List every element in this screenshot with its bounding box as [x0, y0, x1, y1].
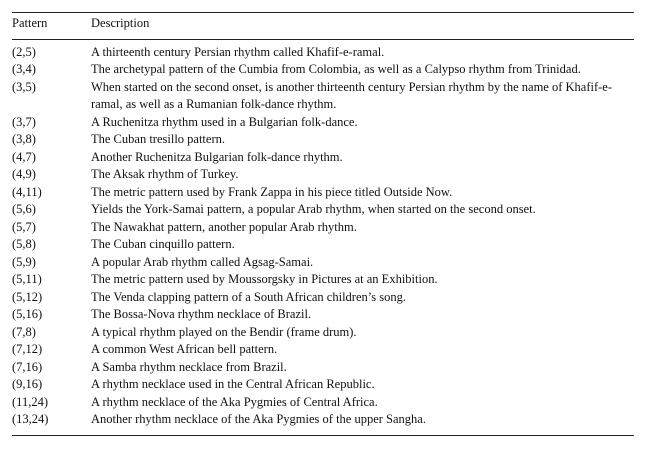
rhythm-patterns-table-container — [12, 12, 634, 436]
pattern-cell: (3,4) — [12, 62, 36, 76]
description-cell: The Venda clapping pattern of a South African children’s song. — [91, 289, 406, 304]
pattern-cell: (5,12) — [12, 289, 43, 304]
description-cell: A typical rhythm played on the Bendir (frame drum). — [91, 324, 357, 339]
pattern-cell: (4,11) — [12, 184, 42, 199]
pattern-cell: (5,11) — [12, 272, 42, 286]
pattern-cell: (7,16) — [12, 359, 43, 374]
pattern-cell: (2,5) — [12, 44, 36, 59]
description-cell: A Ruchenitza rhythm used in a Bulgarian folk-dance. — [91, 114, 358, 129]
table-row — [12, 39, 634, 61]
table-row — [12, 394, 634, 412]
pattern-cell: (5,7) — [12, 219, 36, 234]
description-cell: Yields the York-Samai pattern, a popular Arab rhythm, when started on the second onset. — [91, 202, 536, 216]
pattern-cell: (5,6) — [12, 202, 36, 216]
column-header-description: Description — [91, 13, 634, 40]
column-header-pattern: Pattern — [12, 13, 91, 40]
table-row — [12, 254, 634, 272]
header-row — [12, 13, 634, 40]
table-row — [12, 184, 634, 202]
table-row — [12, 359, 634, 377]
pattern-cell: (9,16) — [12, 377, 43, 391]
table-row — [12, 306, 634, 324]
description-cell: A rhythm necklace used in the Central African Republic. — [91, 377, 375, 391]
description-cell: The Cuban tresillo pattern. — [91, 132, 225, 146]
pattern-cell: (4,9) — [12, 167, 36, 181]
table-body — [12, 39, 634, 435]
description-cell: The metric pattern used by Moussorgsky in Pictures at an Exhibition. — [91, 272, 438, 286]
description-cell: The archetypal pattern of the Cumbia from Colombia, as well as a Calypso rhythm from Trinidad. — [91, 62, 581, 76]
table-row — [12, 131, 634, 149]
description-cell: When started on the second onset, is another thirteenth century Persian rhythm by the name of Khafif-e-ramal, as well as a Rumanian folk-dance rhythm. — [91, 79, 613, 111]
table-row — [12, 236, 634, 254]
pattern-cell: (3,7) — [12, 114, 36, 129]
description-cell: A thirteenth century Persian rhythm called Khafif-e-ramal. — [91, 44, 385, 59]
pattern-cell: (7,8) — [12, 324, 36, 339]
description-cell: The metric pattern used by Frank Zappa in his piece titled Outside Now. — [91, 184, 453, 199]
pattern-cell: (7,12) — [12, 342, 43, 356]
table-row — [12, 411, 634, 435]
table-row — [12, 219, 634, 237]
pattern-cell: (5,16) — [12, 307, 43, 321]
table-row — [12, 341, 634, 359]
description-cell: A rhythm necklace of the Aka Pygmies of Central Africa. — [91, 394, 378, 409]
table-row — [12, 114, 634, 132]
description-cell: The Nawakhat pattern, another popular Arab rhythm. — [91, 219, 357, 234]
pattern-cell: (5,8) — [12, 237, 36, 251]
table-row — [12, 149, 634, 167]
pattern-cell: (5,9) — [12, 254, 36, 269]
pattern-cell: (11,24) — [12, 394, 48, 409]
description-cell: Another Ruchenitza Bulgarian folk-dance rhythm. — [91, 149, 343, 164]
pattern-cell: (3,5) — [12, 79, 36, 94]
description-cell: The Aksak rhythm of Turkey. — [91, 167, 239, 181]
table-row — [12, 166, 634, 184]
table-row — [12, 79, 634, 114]
rhythm-patterns-table — [12, 12, 634, 436]
pattern-cell: (3,8) — [12, 132, 36, 146]
table-row — [12, 289, 634, 307]
table-row — [12, 271, 634, 289]
table-row — [12, 201, 634, 219]
description-cell: Another rhythm necklace of the Aka Pygmies of the upper Sangha. — [91, 411, 634, 435]
table-header — [12, 13, 634, 40]
pattern-cell: (13,24) — [12, 411, 91, 435]
table-row — [12, 324, 634, 342]
description-cell: The Bossa-Nova rhythm necklace of Brazil. — [91, 307, 312, 321]
table-row — [12, 61, 634, 79]
description-cell: A common West African bell pattern. — [91, 342, 278, 356]
table-row — [12, 376, 634, 394]
description-cell: A popular Arab rhythm called Agsag-Samai. — [91, 254, 314, 269]
description-cell: The Cuban cinquillo pattern. — [91, 237, 235, 251]
pattern-cell: (4,7) — [12, 149, 36, 164]
description-cell: A Samba rhythm necklace from Brazil. — [91, 359, 287, 374]
